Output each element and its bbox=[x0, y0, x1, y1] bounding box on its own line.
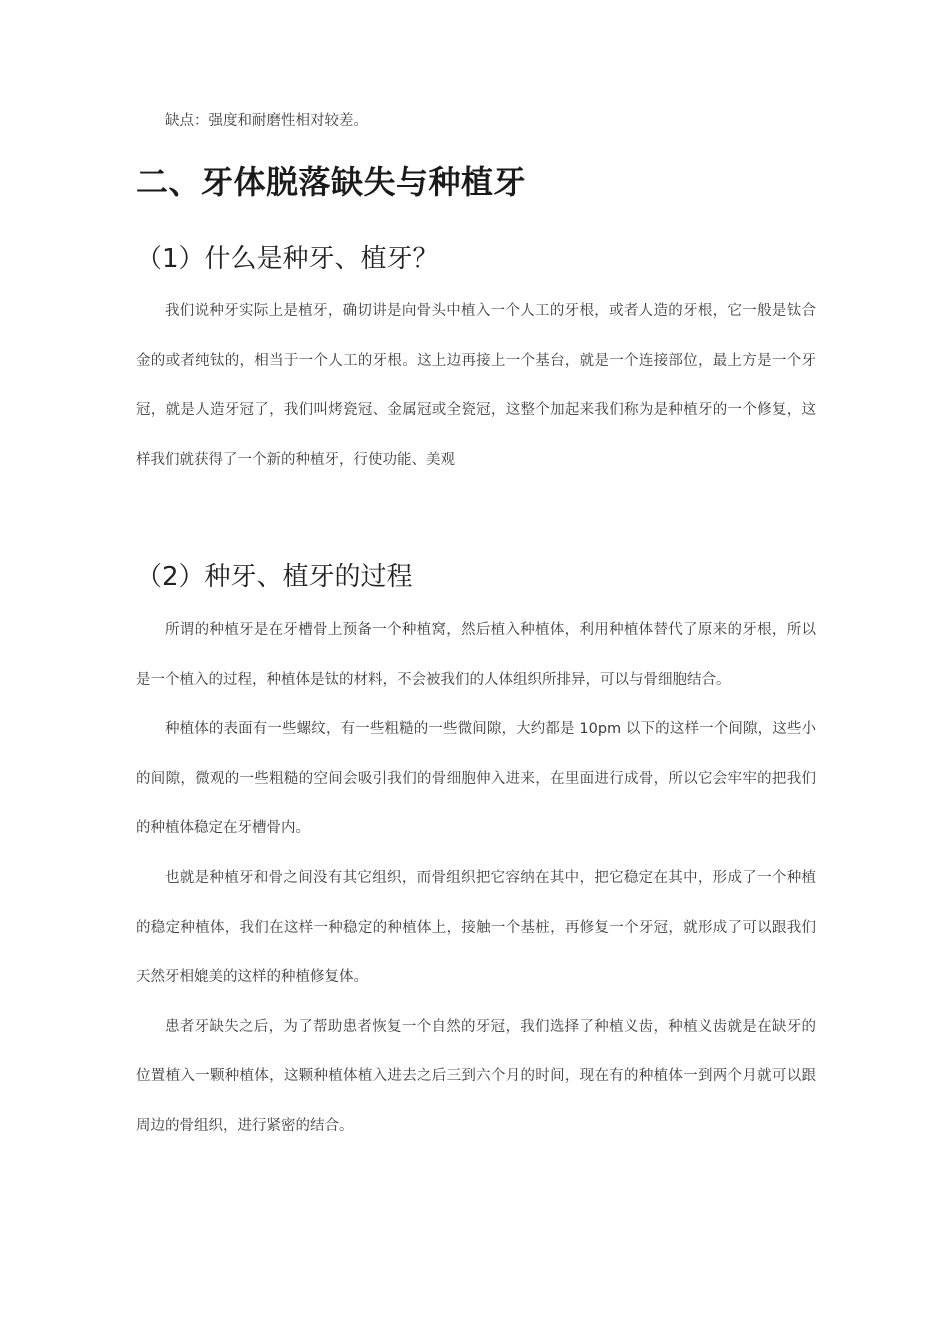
paragraph: 所谓的种植牙是在牙槽骨上预备一个种植窝，然后植入种植体，利用种植体替代了原来的牙根，所以是一个植入的过程，种植体是钛的材料，不会被我们的人体组织所排异，可以与骨细胞结合。 bbox=[136, 622, 816, 688]
paragraph: 种植体的表面有一些螺纹，有一些粗糙的一些微间隙，大约都是 10pm 以下的这样一个间隙，这些小的间隙，微观的一些粗糙的空间会吸引我们的骨细胞伸入进来，在里面进行成骨，所以它会牢牢的把我们的种植体稳定在牙槽骨内。 bbox=[136, 721, 816, 837]
section-heading-block bbox=[136, 162, 816, 202]
section-title: 二、牙体脱落缺失与种植牙 bbox=[136, 163, 527, 201]
subsection-2-body bbox=[136, 606, 816, 1152]
subsection-1-title: （1）什么是种牙、植牙？ bbox=[136, 244, 439, 274]
lead-paragraph: 缺点：强度和耐磨性相对较差。 bbox=[165, 113, 368, 129]
subsection-2-title: （2）种牙、植牙的过程 bbox=[136, 562, 413, 592]
subsection-1-heading-block bbox=[136, 242, 816, 276]
paragraph: 我们说种牙实际上是植牙，确切讲是向骨头中植入一个人工的牙根，或者人造的牙根，它一般是钛合金的或者纯钛的，相当于一个人工的牙根。这上边再接上一个基台，就是一个连接部位，最上方是一个牙冠，就是人造牙冠了，我们叫烤瓷冠、金属冠或全瓷冠，这整个加起来我们称为是种植牙的一个修复，这样我们就获得了一个新的种植牙，行使功能、美观 bbox=[136, 303, 816, 468]
paragraph: 患者牙缺失之后，为了帮助患者恢复一个自然的牙冠，我们选择了种植义齿，种植义齿就是在缺牙的位置植入一颗种植体，这颗种植体植入进去之后三到六个月的时间，现在有的种植体一到两个月就可以跟周边的骨组织，进行紧密的结合。 bbox=[136, 1018, 816, 1134]
subsection-1-body bbox=[136, 287, 816, 485]
paragraph: 也就是种植牙和骨之间没有其它组织，而骨组织把它容纳在其中，把它稳定在其中，形成了一个种植的稳定种植体，我们在这样一种稳定的种植体上，接触一个基桩，再修复一个牙冠，就形成了可以跟我们天然牙相媲美的这样的种植修复体。 bbox=[136, 869, 816, 986]
lead-block bbox=[136, 111, 816, 131]
subsection-2-heading-block bbox=[136, 560, 816, 594]
